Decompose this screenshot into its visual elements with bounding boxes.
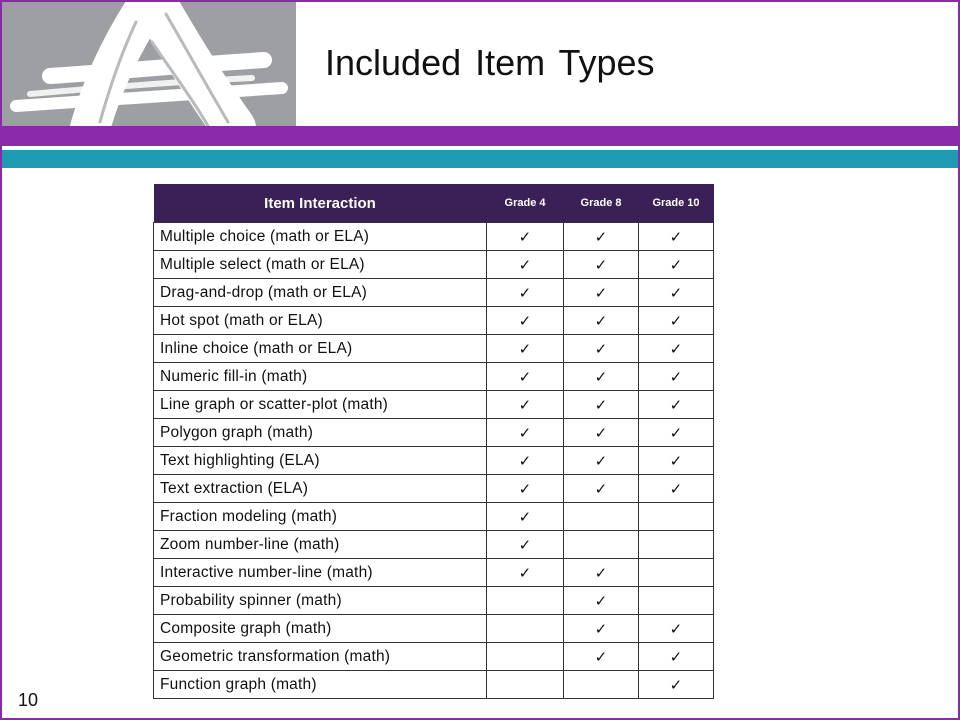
grade-4-cell (487, 643, 564, 671)
grade-10-cell (639, 307, 714, 335)
grade-4-cell (487, 559, 564, 587)
header-item-interaction: Item Interaction (154, 184, 487, 223)
header-grade-10: Grade 10 (639, 184, 714, 223)
checkmark-icon: ✓ (594, 311, 608, 330)
logo-panel (2, 2, 296, 126)
grade-10-cell (639, 279, 714, 307)
table-row (154, 251, 714, 279)
table-row (154, 559, 714, 587)
checkmark-icon: ✓ (518, 563, 532, 582)
grade-10-cell (639, 475, 714, 503)
grade-8-cell (564, 251, 639, 279)
grade-8-cell (564, 279, 639, 307)
checkmark-icon: ✓ (669, 255, 683, 274)
checkmark-icon: ✓ (518, 311, 532, 330)
checkmark-icon: ✓ (594, 227, 608, 246)
table-row (154, 363, 714, 391)
item-type-label: Text highlighting (ELA) (154, 447, 487, 475)
checkmark-icon: ✓ (594, 619, 608, 638)
grade-10-cell (639, 531, 714, 559)
grade-8-cell (564, 671, 639, 699)
checkmark-icon: ✓ (669, 395, 683, 414)
slide-title: Included Item Types (325, 42, 655, 83)
grade-8-cell (564, 447, 639, 475)
checkmark-icon: ✓ (518, 451, 532, 470)
checkmark-icon: ✓ (518, 227, 532, 246)
table-row (154, 279, 714, 307)
checkmark-icon: ✓ (669, 423, 683, 442)
grade-10-cell (639, 419, 714, 447)
checkmark-icon: ✓ (518, 507, 532, 526)
checkmark-icon: ✓ (594, 563, 608, 582)
table-row (154, 447, 714, 475)
item-type-label: Function graph (math) (154, 671, 487, 699)
grade-4-cell (487, 363, 564, 391)
checkmark-icon: ✓ (518, 423, 532, 442)
checkmark-icon: ✓ (669, 339, 683, 358)
grade-4-cell (487, 671, 564, 699)
checkmark-icon: ✓ (669, 283, 683, 302)
checkmark-icon: ✓ (669, 675, 683, 694)
checkmark-icon: ✓ (669, 647, 683, 666)
grade-8-cell (564, 419, 639, 447)
grade-10-cell (639, 223, 714, 251)
table-row (154, 419, 714, 447)
grade-8-cell (564, 531, 639, 559)
grade-4-cell (487, 307, 564, 335)
checkmark-icon: ✓ (518, 339, 532, 358)
grade-4-cell (487, 475, 564, 503)
grade-10-cell (639, 671, 714, 699)
table-row (154, 643, 714, 671)
grade-10-cell (639, 251, 714, 279)
page-number: 10 (18, 690, 39, 710)
checkmark-icon: ✓ (518, 283, 532, 302)
item-types-table (153, 184, 714, 699)
table-row (154, 503, 714, 531)
item-type-label: Probability spinner (math) (154, 587, 487, 615)
item-type-label: Zoom number-line (math) (154, 531, 487, 559)
grade-8-cell (564, 335, 639, 363)
letter-a-brush-logo-icon (2, 2, 296, 126)
grade-10-cell (639, 587, 714, 615)
checkmark-icon: ✓ (594, 591, 608, 610)
checkmark-icon: ✓ (594, 283, 608, 302)
item-type-label: Fraction modeling (math) (154, 503, 487, 531)
table-row (154, 391, 714, 419)
grade-10-cell (639, 503, 714, 531)
checkmark-icon: ✓ (518, 479, 532, 498)
checkmark-icon: ✓ (669, 311, 683, 330)
grade-8-cell (564, 643, 639, 671)
item-type-label: Text extraction (ELA) (154, 475, 487, 503)
checkmark-icon: ✓ (594, 395, 608, 414)
table-row (154, 223, 714, 251)
item-type-label: Inline choice (math or ELA) (154, 335, 487, 363)
table-header-row (154, 184, 714, 223)
grade-10-cell (639, 335, 714, 363)
checkmark-icon: ✓ (594, 367, 608, 386)
grade-10-cell (639, 615, 714, 643)
grade-10-cell (639, 391, 714, 419)
item-type-label: Line graph or scatter-plot (math) (154, 391, 487, 419)
grade-8-cell (564, 615, 639, 643)
item-type-label: Polygon graph (math) (154, 419, 487, 447)
checkmark-icon: ✓ (594, 423, 608, 442)
checkmark-icon: ✓ (518, 255, 532, 274)
grade-8-cell (564, 363, 639, 391)
grade-8-cell (564, 223, 639, 251)
item-type-label: Numeric fill-in (math) (154, 363, 487, 391)
grade-4-cell (487, 419, 564, 447)
grade-10-cell (639, 643, 714, 671)
table-row (154, 307, 714, 335)
item-type-label: Multiple choice (math or ELA) (154, 223, 487, 251)
grade-8-cell (564, 503, 639, 531)
checkmark-icon: ✓ (518, 367, 532, 386)
checkmark-icon: ✓ (594, 479, 608, 498)
grade-10-cell (639, 447, 714, 475)
checkmark-icon: ✓ (669, 227, 683, 246)
item-type-label: Hot spot (math or ELA) (154, 307, 487, 335)
table-body (154, 223, 714, 699)
table-row (154, 475, 714, 503)
table-row (154, 671, 714, 699)
grade-10-cell (639, 363, 714, 391)
header-grade-8: Grade 8 (564, 184, 639, 223)
item-type-label: Composite graph (math) (154, 615, 487, 643)
teal-band (2, 150, 958, 168)
table-row (154, 615, 714, 643)
purple-band (2, 126, 958, 146)
grade-4-cell (487, 279, 564, 307)
item-type-label: Drag-and-drop (math or ELA) (154, 279, 487, 307)
table-row (154, 531, 714, 559)
checkmark-icon: ✓ (669, 367, 683, 386)
checkmark-icon: ✓ (669, 451, 683, 470)
grade-4-cell (487, 503, 564, 531)
item-type-label: Multiple select (math or ELA) (154, 251, 487, 279)
grade-8-cell (564, 391, 639, 419)
grade-10-cell (639, 559, 714, 587)
grade-4-cell (487, 531, 564, 559)
checkmark-icon: ✓ (594, 339, 608, 358)
item-type-label: Geometric transformation (math) (154, 643, 487, 671)
item-type-label: Interactive number-line (math) (154, 559, 487, 587)
checkmark-icon: ✓ (518, 535, 532, 554)
grade-4-cell (487, 615, 564, 643)
grade-4-cell (487, 447, 564, 475)
grade-4-cell (487, 391, 564, 419)
grade-4-cell (487, 223, 564, 251)
checkmark-icon: ✓ (669, 619, 683, 638)
grade-4-cell (487, 587, 564, 615)
grade-8-cell (564, 475, 639, 503)
table-row (154, 587, 714, 615)
grade-8-cell (564, 307, 639, 335)
grade-8-cell (564, 587, 639, 615)
checkmark-icon: ✓ (594, 255, 608, 274)
checkmark-icon: ✓ (669, 479, 683, 498)
grade-8-cell (564, 559, 639, 587)
grade-4-cell (487, 251, 564, 279)
header-grade-4: Grade 4 (487, 184, 564, 223)
checkmark-icon: ✓ (594, 647, 608, 666)
grade-4-cell (487, 335, 564, 363)
checkmark-icon: ✓ (518, 395, 532, 414)
checkmark-icon: ✓ (594, 451, 608, 470)
table-row (154, 335, 714, 363)
